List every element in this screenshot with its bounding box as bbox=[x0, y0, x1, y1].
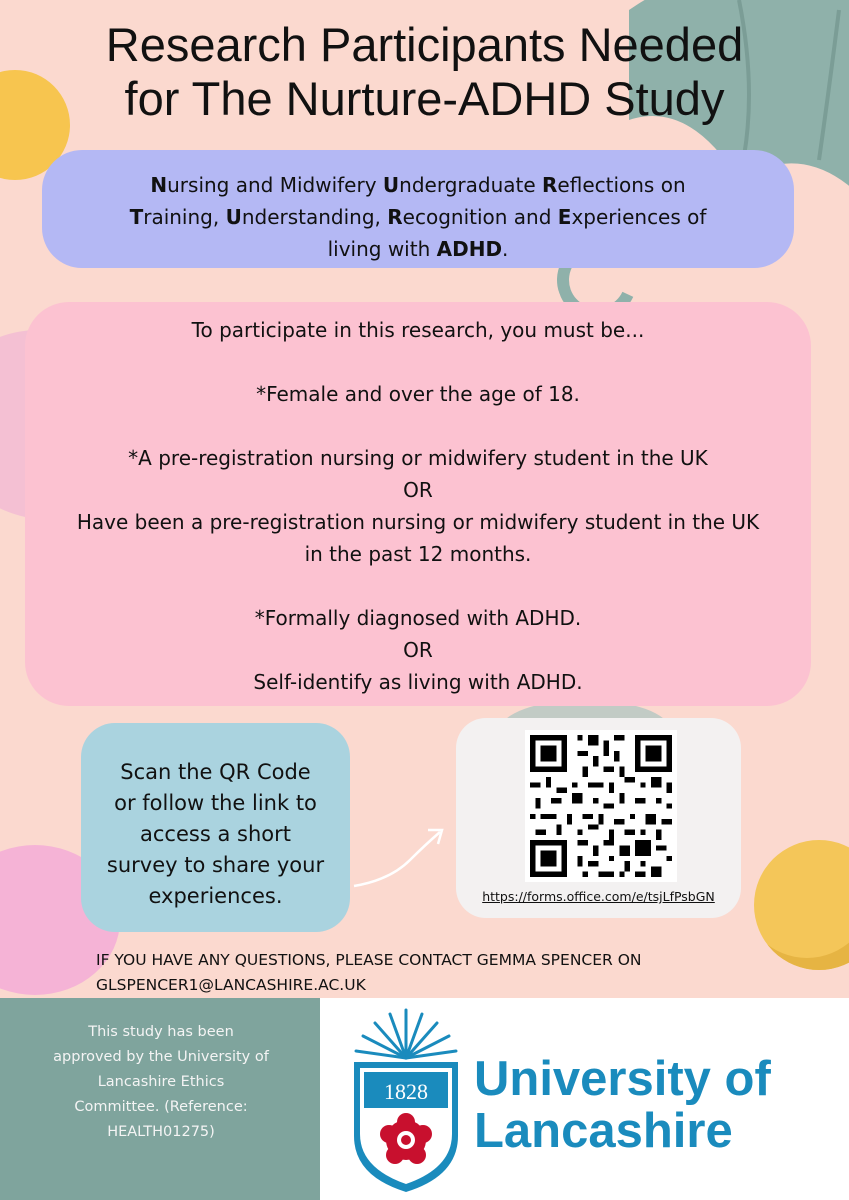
acronym-letter: U bbox=[382, 173, 400, 197]
acronym-letter: R bbox=[542, 173, 558, 197]
title-line-2: for The Nurture-ADHD Study bbox=[124, 72, 725, 125]
study-acronym-box bbox=[42, 150, 794, 268]
page-title bbox=[0, 18, 849, 126]
contact-line: IF YOU HAVE ANY QUESTIONS, PLEASE CONTACT GEMMA SPENCER ON bbox=[96, 951, 642, 969]
title-line-1: Research Participants Needed bbox=[105, 18, 744, 71]
criteria-or: OR bbox=[403, 638, 433, 662]
acronym-text: xperiences of bbox=[571, 205, 707, 229]
contact-email[interactable]: GLSPENCER1@LANCASHIRE.AC.UK bbox=[96, 976, 366, 994]
ethics-panel bbox=[0, 998, 320, 1200]
university-logo-panel bbox=[320, 998, 849, 1200]
acronym-text: eflections on bbox=[557, 173, 686, 197]
acronym-text: ursing and Midwifery bbox=[167, 173, 383, 197]
acronym-text: ndergraduate bbox=[399, 173, 543, 197]
university-name-line-1: University of bbox=[474, 1052, 771, 1106]
arrow-icon bbox=[350, 820, 460, 890]
ethics-text: HEALTH01275) bbox=[107, 1124, 215, 1140]
scan-text: experiences. bbox=[148, 884, 283, 908]
qr-code-box bbox=[456, 718, 741, 918]
university-name-line-2: Lancashire bbox=[474, 1104, 733, 1158]
criteria-item: *A pre-registration nursing or midwifery student in the UK bbox=[128, 446, 708, 470]
criteria-item: in the past 12 months. bbox=[304, 542, 532, 566]
acronym-text: nderstanding, bbox=[241, 205, 388, 229]
criteria-intro: To participate in this research, you must be... bbox=[191, 318, 645, 342]
crest-year: 1828 bbox=[384, 1079, 428, 1104]
contact-info bbox=[96, 948, 736, 998]
scan-text: Scan the QR Code bbox=[120, 760, 311, 784]
acronym-text: living with bbox=[327, 237, 437, 261]
acronym-letter: T bbox=[129, 205, 144, 229]
scan-instructions-box bbox=[81, 723, 350, 932]
acronym-text: ecognition and bbox=[402, 205, 558, 229]
acronym-letter: E bbox=[557, 205, 572, 229]
university-crest-icon bbox=[350, 1006, 462, 1194]
ethics-text: This study has been bbox=[88, 1024, 234, 1040]
acronym-letter: R bbox=[387, 205, 403, 229]
acronym-letter: U bbox=[225, 205, 242, 229]
criteria-item: Self-identify as living with ADHD. bbox=[253, 670, 583, 694]
ethics-text: Committee. (Reference: bbox=[74, 1099, 248, 1115]
acronym-letter: N bbox=[150, 173, 168, 197]
scan-text: survey to share your bbox=[106, 853, 325, 877]
acronym-text: raining, bbox=[143, 205, 226, 229]
scan-text: or follow the link to bbox=[114, 791, 317, 815]
qr-code-icon[interactable] bbox=[525, 730, 677, 882]
criteria-item: Have been a pre-registration nursing or midwifery student in the UK bbox=[76, 510, 760, 534]
eligibility-criteria-box bbox=[25, 302, 811, 706]
ethics-text: approved by the University of bbox=[53, 1049, 269, 1065]
scan-text: access a short bbox=[140, 822, 291, 846]
criteria-item: *Formally diagnosed with ADHD. bbox=[254, 606, 582, 630]
lightbulb-icon bbox=[754, 840, 849, 970]
ethics-statement bbox=[30, 1020, 292, 1145]
criteria-or: OR bbox=[403, 478, 433, 502]
acronym-text: . bbox=[502, 237, 509, 261]
criteria-item: *Female and over the age of 18. bbox=[256, 382, 580, 406]
acronym-adhd: ADHD bbox=[436, 237, 503, 261]
ethics-text: Lancashire Ethics bbox=[97, 1074, 225, 1090]
survey-link[interactable]: https://forms.office.com/e/tsjLfPsbGN bbox=[482, 889, 715, 904]
university-name bbox=[474, 1053, 771, 1157]
